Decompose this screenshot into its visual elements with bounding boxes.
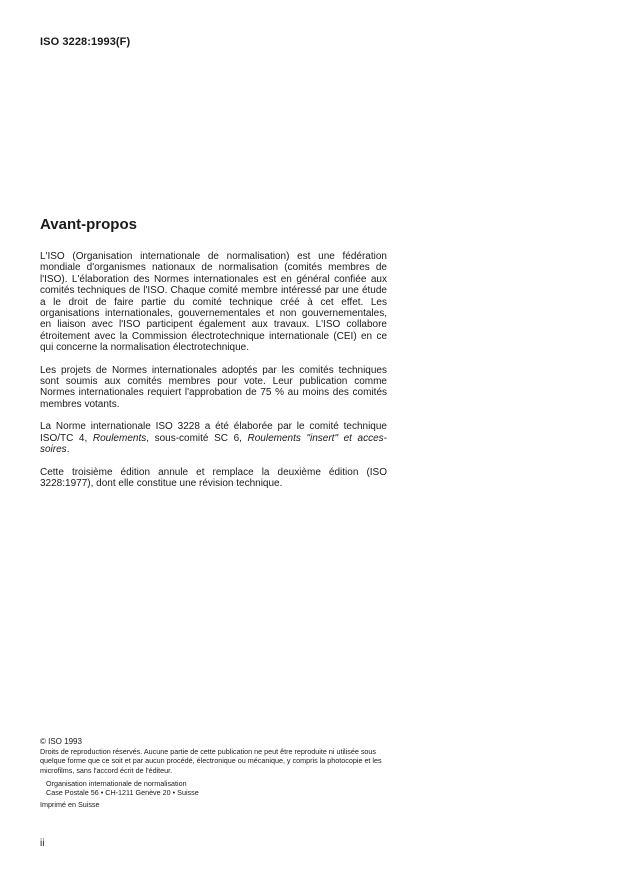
organization-address: Case Postale 56 • CH-1211 Genève 20 • Suisse: [46, 788, 199, 798]
paragraph-3-text-a: La Norme internationale ISO 3228 a été élaborée par le comité technique ISO/TC 4,: [40, 421, 387, 444]
paragraph-3-italic-roulements: Roulements: [92, 432, 147, 444]
paragraph-2: Les projets de Normes internationales adoptés par les comités techniques sont soumis aux comités membres pour vote. Leur publication comme Normes internationales requiert l'approbation de 75 % au moins des comités membres votants.: [40, 364, 387, 410]
foreword-body: [40, 251, 387, 500]
page-number: ii: [40, 838, 45, 849]
paragraph-3-italic-insert: Roulements "insert" et accessoires: [40, 432, 387, 456]
paragraph-3: [40, 421, 387, 455]
organization-name: Organisation internationale de normalisation: [46, 778, 187, 788]
printed-in: Imprimé en Suisse: [40, 800, 100, 810]
rights-notice: Droits de reproduction réservés. Aucune partie de cette publication ne peut être reproduite ni utilisée sous quelque forme que ce soit et par aucun procédé, électronique ou mécanique, y compris la photocopie et les microfilms, sans l'accord écrit de l'éditeur.: [40, 747, 382, 775]
paragraph-4: Cette troisième édition annule et remplace la deuxième édition (ISO 3228:1977), dont elle constitue une révision technique.: [40, 466, 387, 489]
copyright-line: © ISO 1993: [40, 737, 82, 746]
section-title: Avant-propos: [40, 216, 137, 233]
paragraph-3-text-b: , sous-comité SC 6,: [146, 432, 248, 444]
paragraph-3-text-c: .: [66, 444, 70, 456]
paragraph-1: L'ISO (Organisation internationale de normalisation) est une fédération mondiale d'organismes nationaux de normalisation (comités membres de l'ISO). L'élaboration des Normes internationales est en général confiée aux comités techniques de l'ISO. Chaque comité membre intéressé par une étude a le droit de faire partie du comité technique créé à cet effet. Les organisations internationales, gouvernementales et non gouvernementales, en liaison avec l'ISO participent également aux travaux. L'ISO collabore étroitement avec la Commission électrotechnique internationale (CEI) en ce qui concerne la normalisation électrotechnique.: [40, 251, 387, 354]
document-id-header: ISO 3228:1993(F): [40, 36, 131, 48]
copyright-footer: [40, 737, 400, 809]
